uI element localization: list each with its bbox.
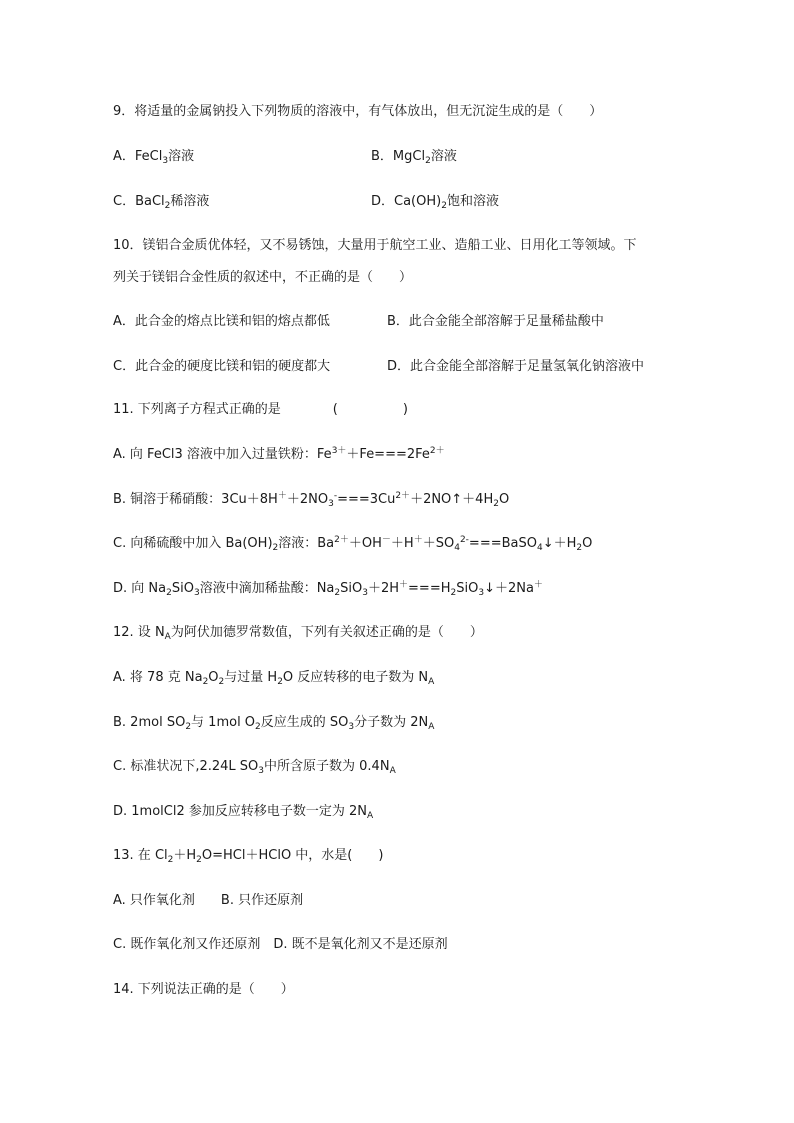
q11-option-d[interactable]: D. 向 $Na_2SiO_3$溶液中滴加稀盐酸：$Na_2SiO_3+2H^+===H_2SiO_3↓+2Na^+$ [113,580,543,598]
q10-stem-line2: 列关于镁铝合金性质的叙述中，不正确的是（ ） [113,270,413,285]
q9-option-a[interactable]: A．FeCl$_3$溶液 [113,149,195,166]
q13-options-ab[interactable]: A. 只作氧化剂 B. 只作还原剂 [113,893,304,908]
q11-stem: 11. 下列离子方程式正确的是 ( ) [113,402,408,417]
q10-option-c[interactable]: C．此合金的硬度比镁和铝的硬度都大 [113,359,331,374]
q13-options-cd[interactable]: C. 既作氧化剂又作还原剂 D. 既不是氧化剂又不是还原剂 [113,937,448,952]
q12-option-c[interactable]: C. 标准状况下,2.24L $SO_3$中所含原子数为 $0.4N_A$ [113,759,396,776]
q10-option-d[interactable]: D．此合金能全部溶解于足量氢氧化钠溶液中 [387,359,645,374]
q10-stem-line1: 10．镁铝合金质优体轻，又不易锈蚀，大量用于航空工业、造船工业、日用化工等领域。下 [113,238,637,253]
q11-option-b[interactable]: B. 铜溶于稀硝酸：$3Cu+8H^++2NO_3^-===3Cu^{2+}+2NO↑+4H_2O$ [113,491,510,509]
q12-option-a[interactable]: A. 将 78 克 $Na_2O_2$与过量 $H_2O$ 反应转移的电子数为 $N_A$ [113,670,435,687]
q12-option-d[interactable]: D. 1molCl2 参加反应转移电子数一定为 $2N_A$ [113,804,374,821]
q13-stem: 13. 在 $Cl_2+H_2O=HCl+HClO$ 中，水是( ) [113,848,384,865]
q12-stem: 12. 设 $N_A$为阿伏加德罗常数值，下列有关叙述正确的是（ ） [113,625,483,642]
q9-option-d[interactable]: D．$Ca(OH)_2$饱和溶液 [371,194,499,211]
q9-option-b[interactable]: B．MgCl$_2$溶液 [371,149,457,166]
q11-option-c[interactable]: C. 向稀硫酸中加入 $Ba(OH)_2$溶液：$Ba^{2+}+OH^-+H^++SO_4^{2-}===BaSO_4↓+H_2O$ [113,535,593,553]
q10-option-b[interactable]: B．此合金能全部溶解于足量稀盐酸中 [387,314,604,329]
q9-option-c[interactable]: C．BaCl$_2$稀溶液 [113,194,210,211]
q11-option-a[interactable]: A. 向 FeCl3 溶液中加入过量铁粉：$Fe^{3+}+Fe===2Fe^{2+}$ [113,446,445,462]
q10-option-a[interactable]: A．此合金的熔点比镁和铝的熔点都低 [113,314,330,329]
q14-stem: 14. 下列说法正确的是（ ） [113,982,294,997]
q12-option-b[interactable]: B. 2mol $SO_2$与 1mol $O_2$反应生成的 $SO_3$分子数为 $2N_A$ [113,715,435,732]
q9-stem: 9．将适量的金属钠投入下列物质的溶液中，有气体放出，但无沉淀生成的是（ ） [113,104,603,119]
